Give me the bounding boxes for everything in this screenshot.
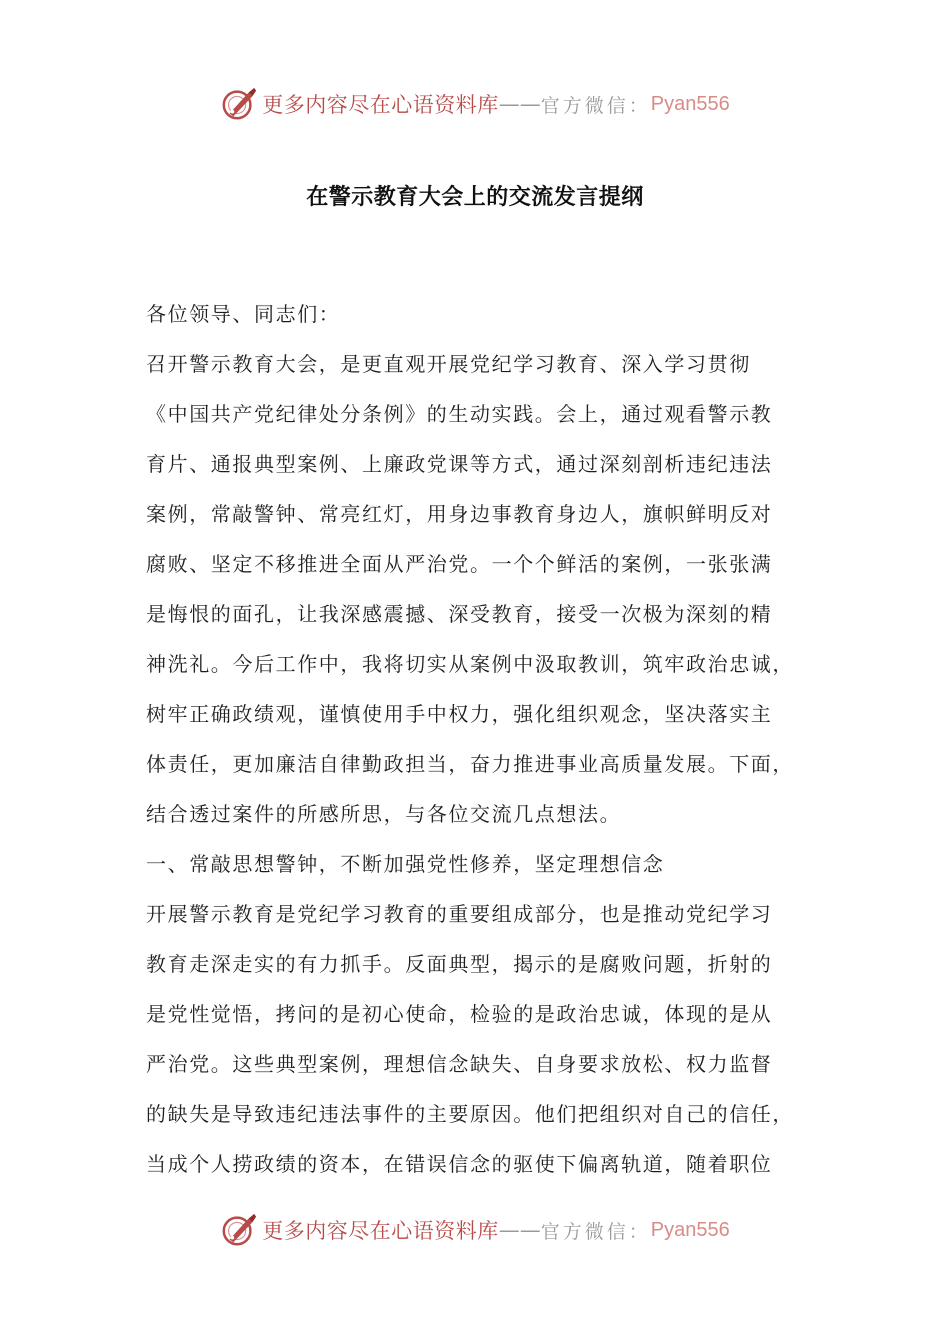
header-wechat-label: 官方微信： <box>540 94 651 117</box>
body-line: 神洗礼。今后工作中，我将切实从案例中汲取教训，筑牢政治忠诚， <box>146 652 794 676</box>
body-line: 《中国共产党纪律处分条例》的生动实践。会上，通过观看警示教 <box>146 402 773 426</box>
footer-banner <box>0 1208 950 1252</box>
document-title: 在警示教育大会上的交流发言提纲 <box>306 185 644 210</box>
body-line: 教育走深走实的有力抓手。反面典型，揭示的是腐败问题，折射的 <box>146 952 773 976</box>
body-line: 当成个人捞政绩的资本，在错误信念的驱使下偏离轨道，随着职位 <box>146 1152 773 1176</box>
body-line: 案例，常敲警钟、常亮红灯，用身边事教育身边人，旗帜鲜明反对 <box>146 502 773 526</box>
header-dash: —— <box>498 92 541 116</box>
body-line: 的缺失是导致违纪违法事件的主要原因。他们把组织对自己的信任， <box>146 1102 794 1126</box>
body-line: 是悔恨的面孔，让我深感震撼、深受教育，接受一次极为深刻的精 <box>146 602 773 626</box>
body-line: 育片、通报典型案例、上廉政党课等方式，通过深刻剖析违纪违法 <box>146 452 773 476</box>
body-line: 树牢正确政绩观，谨慎使用手中权力，强化组织观念，坚决落实主 <box>146 702 773 726</box>
header-wechat-id: Pyan556 <box>650 92 730 115</box>
pen-logo-icon <box>220 1211 258 1249</box>
body-line: 体责任，更加廉洁自律勤政担当，奋力推进事业高质量发展。下面， <box>146 752 794 776</box>
pen-logo-icon <box>220 85 258 123</box>
footer-site-name: 更多内容尽在心语资料库 <box>262 1219 499 1243</box>
header-banner <box>0 82 950 126</box>
footer-dash: —— <box>498 1218 541 1242</box>
body-line: 召开警示教育大会，是更直观开展党纪学习教育、深入学习贯彻 <box>146 352 751 376</box>
body-line: 腐败、坚定不移推进全面从严治党。一个个鲜活的案例，一张张满 <box>146 552 773 576</box>
footer-wechat-label: 官方微信： <box>540 1220 651 1243</box>
footer-wechat-id: Pyan556 <box>650 1218 730 1241</box>
body-line: 结合透过案件的所感所思，与各位交流几点想法。 <box>146 802 622 826</box>
body-line: 各位领导、同志们： <box>146 302 341 326</box>
header-site-name: 更多内容尽在心语资料库 <box>262 93 499 117</box>
body-line: 开展警示教育是党纪学习教育的重要组成部分，也是推动党纪学习 <box>146 902 773 926</box>
body-line: 是党性觉悟，拷问的是初心使命，检验的是政治忠诚，体现的是从 <box>146 1002 773 1026</box>
section-heading: 一、常敲思想警钟，不断加强党性修养，坚定理想信念 <box>146 852 665 876</box>
body-line: 严治党。这些典型案例，理想信念缺失、自身要求放松、权力监督 <box>146 1052 773 1076</box>
